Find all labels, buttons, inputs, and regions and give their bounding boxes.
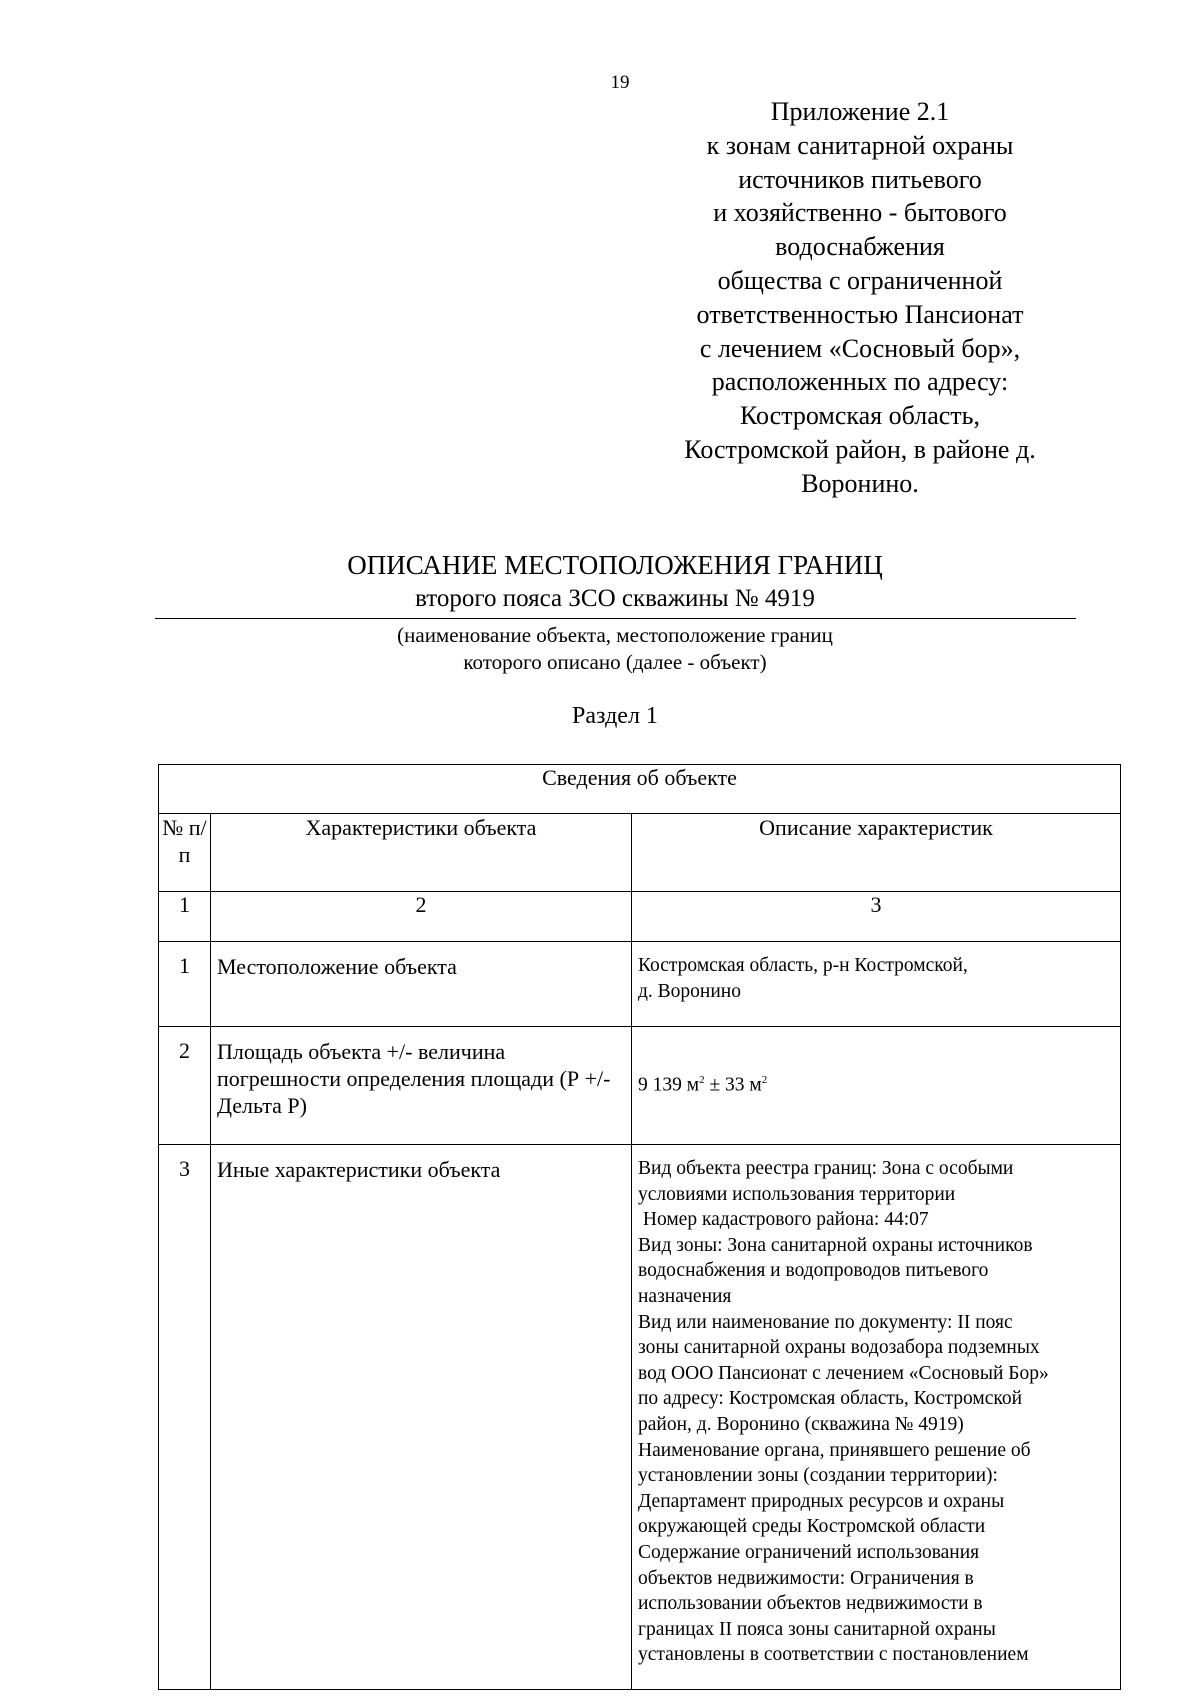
table-row xyxy=(159,1145,1121,1690)
row-description xyxy=(632,942,1121,1027)
header-description: Описание характеристик xyxy=(632,814,1121,892)
appendix-line: Воронино. xyxy=(801,468,919,498)
object-info-table xyxy=(158,764,1121,1690)
row-num: 2 xyxy=(159,1027,211,1145)
row-characteristic: Иные характеристики объекта xyxy=(211,1145,632,1690)
table-row xyxy=(159,942,1121,1027)
description-line: использовании объектов недвижимости в xyxy=(638,1593,983,1615)
appendix-line: источников питьевого xyxy=(738,164,982,194)
description-line: назначения xyxy=(638,1285,732,1307)
area-tolerance: ± 33 м xyxy=(704,1074,762,1096)
row-characteristic: Местоположение объекта xyxy=(211,942,632,1027)
document-title: ОПИСАНИЕ МЕСТОПОЛОЖЕНИЯ ГРАНИЦ xyxy=(347,550,883,580)
description-line: район, д. Воронино (скважина № 4919) xyxy=(638,1413,964,1435)
area-value: 9 139 м xyxy=(638,1074,700,1096)
description-line: Вид или наименование по документу: II пояс xyxy=(638,1311,1013,1333)
section-title: Раздел 1 xyxy=(572,703,658,729)
description-line: вод ООО Пансионат с лечением «Сосновый Бор» xyxy=(638,1362,1049,1384)
area-exponent: 2 xyxy=(761,1074,768,1087)
row-characteristic: Площадь объекта +/- величина погрешности определения площади (Р +/- Дельта Р) xyxy=(211,1027,632,1145)
table-caption-row xyxy=(159,765,1121,814)
appendix-line: ответственностью Пансионат xyxy=(696,299,1024,329)
column-number: 1 xyxy=(159,892,211,942)
page-number: 19 xyxy=(610,72,630,93)
table-header-row xyxy=(159,814,1121,892)
row-num: 3 xyxy=(159,1145,211,1690)
object-hint xyxy=(155,622,1075,676)
table-row xyxy=(159,1027,1121,1145)
hint-line: которого описано (далее - объект) xyxy=(463,650,767,674)
column-number: 3 xyxy=(632,892,1121,942)
appendix-line: с лечением «Сосновый бор», xyxy=(699,333,1021,363)
column-number: 2 xyxy=(211,892,632,942)
description-line: по адресу: Костромская область, Костромской xyxy=(638,1388,1023,1410)
appendix-line: общества с ограниченной xyxy=(717,265,1003,295)
description-line: Содержание ограничений использования xyxy=(638,1541,980,1563)
header-num: № п/п xyxy=(159,814,211,892)
table-caption: Сведения об объекте xyxy=(159,765,1121,814)
header-characteristic: Характеристики объекта xyxy=(211,814,632,892)
row-description xyxy=(632,1145,1121,1690)
document-heading xyxy=(155,548,1075,582)
underline-rule xyxy=(155,618,1076,619)
description-line: Наименование органа, принявшего решение об xyxy=(638,1439,1031,1461)
appendix-line: расположенных по адресу: xyxy=(711,367,1009,397)
appendix-line: и хозяйственно - бытового xyxy=(713,198,1007,228)
description-line: Номер кадастрового района: 44:07 xyxy=(638,1209,929,1231)
appendix-line: Костромской район, в районе д. xyxy=(684,434,1036,464)
row-num: 1 xyxy=(159,942,211,1027)
description-line: установлении зоны (создании территории): xyxy=(638,1465,998,1487)
description-line: Департамент природных ресурсов и охраны xyxy=(638,1490,1005,1512)
description-line: водоснабжения и водопроводов питьевого xyxy=(638,1260,989,1282)
description-line: д. Воронино xyxy=(638,980,741,1002)
description-line: Вид объекта реестра границ: Зона с особыми xyxy=(638,1158,1014,1179)
description-line: окружающей среды Костромской области xyxy=(638,1516,986,1538)
document-subtitle: второго пояса ЗСО скважины № 4919 xyxy=(415,585,815,612)
document-subheading xyxy=(155,583,1075,615)
appendix-line: Приложение 2.1 xyxy=(770,97,950,126)
description-line: объектов недвижимости: Ограничения в xyxy=(638,1567,974,1589)
row-description xyxy=(632,1027,1121,1145)
hint-line: (наименование объекта, местоположение границ xyxy=(397,623,833,647)
appendix-line: водоснабжения xyxy=(775,232,945,262)
description-line: зоны санитарной охраны водозабора подземных xyxy=(638,1337,1040,1359)
description-line: Вид зоны: Зона санитарной охраны источников xyxy=(638,1234,1033,1256)
area-exponent: 2 xyxy=(699,1074,705,1087)
column-number-row xyxy=(159,892,1121,942)
appendix-note xyxy=(640,95,1080,501)
appendix-line: к зонам санитарной охраны xyxy=(706,130,1014,160)
description-line: границах II пояса зоны санитарной охраны xyxy=(638,1618,996,1640)
description-line: условиями использования территории xyxy=(638,1183,956,1205)
appendix-line: Костромская область, xyxy=(739,401,980,431)
description-line: установлены в соответствии с постановлением xyxy=(638,1644,1029,1666)
description-line: Костромская область, р-н Костромской, xyxy=(638,955,968,976)
